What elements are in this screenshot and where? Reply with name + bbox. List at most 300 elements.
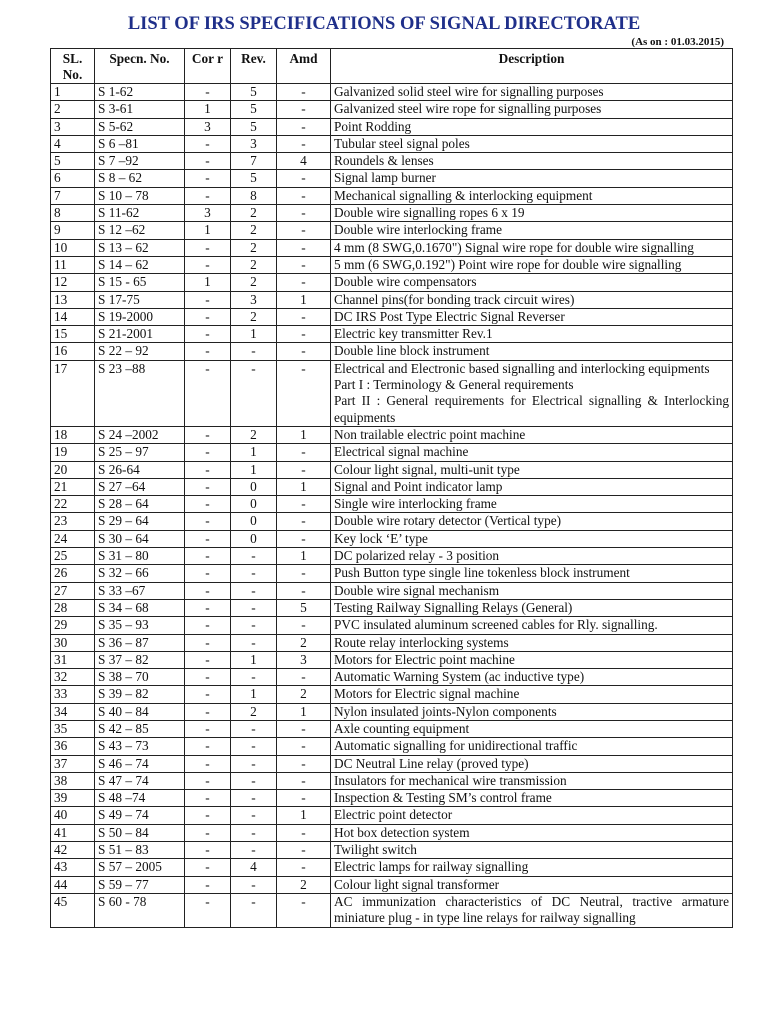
cell-rev: - (231, 669, 277, 686)
cell-rev: 7 (231, 153, 277, 170)
cell-description (331, 360, 733, 426)
cell-sl-no: 25 (51, 548, 95, 565)
table-row (51, 308, 733, 325)
cell-specn-no: S 13 – 62 (95, 239, 185, 256)
cell-sl-no: 30 (51, 634, 95, 651)
cell-specn-no: S 15 - 65 (95, 274, 185, 291)
document-title: LIST OF IRS SPECIFICATIONS OF SIGNAL DIRECTORATE (127, 14, 641, 34)
cell-specn-no: S 14 – 62 (95, 256, 185, 273)
cell-sl-no: 21 (51, 478, 95, 495)
table-row (51, 513, 733, 530)
cell-specn-no: S 51 – 83 (95, 842, 185, 859)
cell-amd: - (277, 824, 331, 841)
cell-sl-no: 24 (51, 530, 95, 547)
cell-sl-no: 9 (51, 222, 95, 239)
cell-description: Key lock ‘E’ type (331, 530, 733, 547)
cell-corr: - (185, 326, 231, 343)
table-row (51, 790, 733, 807)
cell-sl-no: 18 (51, 426, 95, 443)
cell-sl-no: 12 (51, 274, 95, 291)
cell-corr: - (185, 308, 231, 325)
cell-specn-no: S 25 – 97 (95, 444, 185, 461)
cell-specn-no: S 24 –2002 (95, 426, 185, 443)
cell-corr: - (185, 893, 231, 927)
cell-amd: 5 (277, 599, 331, 616)
table-row (51, 703, 733, 720)
cell-corr: - (185, 582, 231, 599)
cell-corr: - (185, 720, 231, 737)
cell-description: PVC insulated aluminum screened cables for Rly. signalling. (331, 617, 733, 634)
cell-rev: - (231, 824, 277, 841)
cell-amd: - (277, 84, 331, 101)
table-row (51, 461, 733, 478)
cell-corr: - (185, 153, 231, 170)
cell-amd: - (277, 239, 331, 256)
cell-sl-no: 42 (51, 842, 95, 859)
table-row (51, 274, 733, 291)
cell-rev: - (231, 343, 277, 360)
cell-amd: - (277, 326, 331, 343)
cell-specn-no: S 46 – 74 (95, 755, 185, 772)
cell-description: Non trailable electric point machine (331, 426, 733, 443)
cell-sl-no: 3 (51, 118, 95, 135)
cell-specn-no: S 32 – 66 (95, 565, 185, 582)
cell-amd: - (277, 205, 331, 222)
cell-description: 4 mm (8 SWG,0.1670") Signal wire rope for double wire signalling (331, 239, 733, 256)
cell-sl-no: 13 (51, 291, 95, 308)
cell-rev: - (231, 738, 277, 755)
cell-description: 5 mm (6 SWG,0.192") Point wire rope for double wire signalling (331, 256, 733, 273)
cell-description: Colour light signal, multi-unit type (331, 461, 733, 478)
cell-corr: - (185, 187, 231, 204)
description-line: Part I : Terminology & General requirements (334, 377, 574, 393)
cell-corr: 1 (185, 222, 231, 239)
cell-specn-no: S 33 –67 (95, 582, 185, 599)
cell-specn-no: S 48 –74 (95, 790, 185, 807)
cell-sl-no: 36 (51, 738, 95, 755)
cell-rev: 2 (231, 274, 277, 291)
cell-corr: - (185, 291, 231, 308)
cell-corr: - (185, 84, 231, 101)
cell-specn-no: S 43 – 73 (95, 738, 185, 755)
header-corr: Cor r (185, 49, 231, 84)
header-rev: Rev. (231, 49, 277, 84)
cell-description: Double wire compensators (331, 274, 733, 291)
cell-sl-no: 2 (51, 101, 95, 118)
cell-sl-no: 41 (51, 824, 95, 841)
cell-rev: 0 (231, 513, 277, 530)
cell-rev: - (231, 565, 277, 582)
cell-amd: - (277, 893, 331, 927)
table-body (51, 84, 733, 928)
cell-specn-no: S 35 – 93 (95, 617, 185, 634)
cell-corr: 3 (185, 205, 231, 222)
cell-sl-no: 28 (51, 599, 95, 616)
table-row (51, 651, 733, 668)
cell-rev: 0 (231, 478, 277, 495)
cell-corr: - (185, 824, 231, 841)
cell-amd: - (277, 842, 331, 859)
table-row (51, 807, 733, 824)
cell-amd: - (277, 755, 331, 772)
cell-description: Insulators for mechanical wire transmission (331, 772, 733, 789)
cell-amd: 4 (277, 153, 331, 170)
cell-corr: - (185, 669, 231, 686)
cell-rev: 3 (231, 291, 277, 308)
description-line: Electrical and Electronic based signalling and interlocking equipments (334, 360, 710, 376)
cell-rev: 5 (231, 170, 277, 187)
cell-specn-no: S 28 – 64 (95, 496, 185, 513)
cell-sl-no: 22 (51, 496, 95, 513)
cell-description: Mechanical signalling & interlocking equipment (331, 187, 733, 204)
cell-description: Electrical signal machine (331, 444, 733, 461)
table-row (51, 859, 733, 876)
cell-sl-no: 33 (51, 686, 95, 703)
cell-specn-no: S 37 – 82 (95, 651, 185, 668)
cell-rev: - (231, 893, 277, 927)
cell-sl-no: 7 (51, 187, 95, 204)
cell-rev: 1 (231, 444, 277, 461)
cell-description: Signal lamp burner (331, 170, 733, 187)
cell-rev: 2 (231, 256, 277, 273)
cell-description: Push Button type single line tokenless block instrument (331, 565, 733, 582)
table-row (51, 343, 733, 360)
table-row (51, 548, 733, 565)
cell-sl-no: 8 (51, 205, 95, 222)
cell-rev: - (231, 548, 277, 565)
cell-corr: - (185, 256, 231, 273)
table-row (51, 686, 733, 703)
table-row (51, 101, 733, 118)
cell-amd: - (277, 222, 331, 239)
cell-sl-no: 27 (51, 582, 95, 599)
table-row (51, 824, 733, 841)
cell-rev: 1 (231, 461, 277, 478)
header-amd: Amd (277, 49, 331, 84)
cell-sl-no: 20 (51, 461, 95, 478)
cell-specn-no: S 10 – 78 (95, 187, 185, 204)
table-row (51, 669, 733, 686)
cell-sl-no: 19 (51, 444, 95, 461)
table-row (51, 153, 733, 170)
cell-description: Double wire signalling ropes 6 x 19 (331, 205, 733, 222)
specifications-table (50, 48, 733, 928)
cell-description: Channel pins(for bonding track circuit wires) (331, 291, 733, 308)
table-row (51, 84, 733, 101)
table-row (51, 205, 733, 222)
table-row (51, 842, 733, 859)
cell-rev: 2 (231, 222, 277, 239)
cell-description: Nylon insulated joints-Nylon components (331, 703, 733, 720)
cell-sl-no: 38 (51, 772, 95, 789)
cell-rev: - (231, 582, 277, 599)
cell-specn-no: S 31 – 80 (95, 548, 185, 565)
cell-specn-no: S 60 - 78 (95, 893, 185, 927)
cell-corr: - (185, 859, 231, 876)
cell-rev: 5 (231, 118, 277, 135)
cell-corr: - (185, 599, 231, 616)
cell-corr: - (185, 755, 231, 772)
cell-amd: 1 (277, 478, 331, 495)
cell-rev: 2 (231, 239, 277, 256)
cell-amd: - (277, 308, 331, 325)
description-line: Part II : General requirements for Electrical signalling & Interlocking equipments (334, 393, 729, 425)
cell-sl-no: 26 (51, 565, 95, 582)
table-row (51, 530, 733, 547)
table-row (51, 135, 733, 152)
cell-corr: - (185, 634, 231, 651)
cell-specn-no: S 6 –81 (95, 135, 185, 152)
cell-amd: - (277, 496, 331, 513)
cell-amd: - (277, 859, 331, 876)
table-row (51, 256, 733, 273)
table-row (51, 496, 733, 513)
cell-rev: 1 (231, 651, 277, 668)
cell-specn-no: S 40 – 84 (95, 703, 185, 720)
cell-specn-no: S 12 –62 (95, 222, 185, 239)
cell-description: Galvanized solid steel wire for signalling purposes (331, 84, 733, 101)
cell-sl-no: 17 (51, 360, 95, 426)
cell-sl-no: 37 (51, 755, 95, 772)
cell-rev: 1 (231, 686, 277, 703)
cell-amd: - (277, 360, 331, 426)
cell-sl-no: 31 (51, 651, 95, 668)
cell-rev: 2 (231, 308, 277, 325)
cell-specn-no: S 47 – 74 (95, 772, 185, 789)
cell-amd: - (277, 738, 331, 755)
cell-sl-no: 4 (51, 135, 95, 152)
cell-rev: 2 (231, 426, 277, 443)
cell-description: Electric key transmitter Rev.1 (331, 326, 733, 343)
cell-corr: - (185, 790, 231, 807)
cell-specn-no: S 49 – 74 (95, 807, 185, 824)
cell-description: Signal and Point indicator lamp (331, 478, 733, 495)
cell-description: AC immunization characteristics of DC Neutral, tractive armature miniature plug - in type line relays for railway signalling (331, 893, 733, 927)
cell-sl-no: 43 (51, 859, 95, 876)
table-row (51, 617, 733, 634)
cell-corr: - (185, 772, 231, 789)
cell-specn-no: S 8 – 62 (95, 170, 185, 187)
cell-sl-no: 5 (51, 153, 95, 170)
table-row (51, 893, 733, 927)
cell-description: Roundels & lenses (331, 153, 733, 170)
cell-amd: - (277, 530, 331, 547)
table-row (51, 634, 733, 651)
cell-amd: - (277, 617, 331, 634)
cell-description: Single wire interlocking frame (331, 496, 733, 513)
cell-sl-no: 11 (51, 256, 95, 273)
cell-corr: - (185, 239, 231, 256)
cell-sl-no: 1 (51, 84, 95, 101)
table-row (51, 755, 733, 772)
cell-description: Galvanized steel wire rope for signalling purposes (331, 101, 733, 118)
cell-corr: - (185, 565, 231, 582)
cell-amd: - (277, 343, 331, 360)
cell-rev: 2 (231, 205, 277, 222)
cell-description: Automatic signalling for unidirectional traffic (331, 738, 733, 755)
table-header-row (51, 49, 733, 84)
cell-corr: - (185, 842, 231, 859)
cell-rev: - (231, 720, 277, 737)
cell-rev: - (231, 876, 277, 893)
cell-amd: - (277, 135, 331, 152)
cell-amd: - (277, 118, 331, 135)
cell-specn-no: S 21-2001 (95, 326, 185, 343)
cell-corr: - (185, 530, 231, 547)
cell-amd: 1 (277, 703, 331, 720)
cell-amd: 2 (277, 634, 331, 651)
cell-sl-no: 40 (51, 807, 95, 824)
cell-sl-no: 10 (51, 239, 95, 256)
cell-amd: - (277, 256, 331, 273)
cell-rev: 4 (231, 859, 277, 876)
table-row (51, 326, 733, 343)
cell-description: Inspection & Testing SM’s control frame (331, 790, 733, 807)
cell-rev: - (231, 755, 277, 772)
header-specn-no: Specn. No. (95, 49, 185, 84)
cell-sl-no: 44 (51, 876, 95, 893)
cell-amd: - (277, 274, 331, 291)
cell-description: Route relay interlocking systems (331, 634, 733, 651)
cell-amd: - (277, 565, 331, 582)
cell-specn-no: S 27 –64 (95, 478, 185, 495)
cell-sl-no: 39 (51, 790, 95, 807)
cell-amd: 1 (277, 807, 331, 824)
cell-specn-no: S 57 – 2005 (95, 859, 185, 876)
header-sl-no: SL. No. (51, 49, 95, 84)
cell-amd: - (277, 101, 331, 118)
cell-rev: - (231, 772, 277, 789)
cell-specn-no: S 26-64 (95, 461, 185, 478)
cell-specn-no: S 5-62 (95, 118, 185, 135)
cell-rev: - (231, 790, 277, 807)
cell-corr: 1 (185, 101, 231, 118)
cell-rev: 0 (231, 530, 277, 547)
cell-rev: 3 (231, 135, 277, 152)
cell-sl-no: 16 (51, 343, 95, 360)
cell-description: Automatic Warning System (ac inductive type) (331, 669, 733, 686)
cell-specn-no: S 30 – 64 (95, 530, 185, 547)
cell-specn-no: S 34 – 68 (95, 599, 185, 616)
cell-amd: - (277, 170, 331, 187)
cell-sl-no: 6 (51, 170, 95, 187)
cell-amd: - (277, 720, 331, 737)
table-row (51, 187, 733, 204)
cell-sl-no: 23 (51, 513, 95, 530)
cell-specn-no: S 17-75 (95, 291, 185, 308)
cell-amd: - (277, 187, 331, 204)
table-row (51, 478, 733, 495)
cell-specn-no: S 7 –92 (95, 153, 185, 170)
cell-corr: - (185, 444, 231, 461)
table-row (51, 720, 733, 737)
cell-description: Double wire signal mechanism (331, 582, 733, 599)
cell-specn-no: S 23 –88 (95, 360, 185, 426)
cell-specn-no: S 42 – 85 (95, 720, 185, 737)
cell-corr: - (185, 426, 231, 443)
cell-amd: 1 (277, 548, 331, 565)
cell-amd: - (277, 461, 331, 478)
cell-rev: - (231, 599, 277, 616)
header-description: Description (331, 49, 733, 84)
cell-corr: - (185, 738, 231, 755)
cell-rev: 5 (231, 84, 277, 101)
as-on-date: (As on : 01.03.2015) (631, 36, 724, 48)
cell-corr: 3 (185, 118, 231, 135)
cell-specn-no: S 59 – 77 (95, 876, 185, 893)
cell-description: Colour light signal transformer (331, 876, 733, 893)
cell-corr: - (185, 513, 231, 530)
cell-corr: - (185, 686, 231, 703)
cell-sl-no: 34 (51, 703, 95, 720)
table-row (51, 565, 733, 582)
cell-corr: - (185, 478, 231, 495)
cell-corr: - (185, 135, 231, 152)
cell-specn-no: S 3-61 (95, 101, 185, 118)
cell-description: DC IRS Post Type Electric Signal Reverser (331, 308, 733, 325)
table-row (51, 118, 733, 135)
cell-corr: - (185, 496, 231, 513)
cell-rev: - (231, 360, 277, 426)
table-row (51, 876, 733, 893)
cell-amd: - (277, 513, 331, 530)
cell-sl-no: 14 (51, 308, 95, 325)
cell-description: Twilight switch (331, 842, 733, 859)
cell-specn-no: S 1-62 (95, 84, 185, 101)
table-row (51, 599, 733, 616)
cell-specn-no: S 22 – 92 (95, 343, 185, 360)
cell-corr: - (185, 548, 231, 565)
cell-specn-no: S 29 – 64 (95, 513, 185, 530)
cell-specn-no: S 50 – 84 (95, 824, 185, 841)
cell-description: Electric point detector (331, 807, 733, 824)
table-row (51, 222, 733, 239)
cell-rev: 1 (231, 326, 277, 343)
cell-sl-no: 15 (51, 326, 95, 343)
cell-corr: - (185, 651, 231, 668)
table-row (51, 426, 733, 443)
cell-description: Testing Railway Signalling Relays (General) (331, 599, 733, 616)
table-row (51, 239, 733, 256)
cell-amd: - (277, 582, 331, 599)
cell-amd: - (277, 444, 331, 461)
cell-corr: - (185, 807, 231, 824)
cell-corr: - (185, 703, 231, 720)
cell-rev: - (231, 807, 277, 824)
cell-sl-no: 35 (51, 720, 95, 737)
table-row (51, 772, 733, 789)
table-row (51, 444, 733, 461)
cell-specn-no: S 39 – 82 (95, 686, 185, 703)
cell-rev: 2 (231, 703, 277, 720)
cell-rev: - (231, 617, 277, 634)
cell-corr: - (185, 343, 231, 360)
cell-corr: - (185, 876, 231, 893)
cell-description: Tubular steel signal poles (331, 135, 733, 152)
cell-amd: - (277, 669, 331, 686)
cell-rev: 5 (231, 101, 277, 118)
table-row (51, 170, 733, 187)
cell-amd: 3 (277, 651, 331, 668)
cell-description: Motors for Electric point machine (331, 651, 733, 668)
cell-amd: 2 (277, 876, 331, 893)
cell-description: DC polarized relay - 3 position (331, 548, 733, 565)
table-row (51, 291, 733, 308)
cell-description: Double wire interlocking frame (331, 222, 733, 239)
cell-description: DC Neutral Line relay (proved type) (331, 755, 733, 772)
cell-corr: - (185, 617, 231, 634)
cell-specn-no: S 38 – 70 (95, 669, 185, 686)
